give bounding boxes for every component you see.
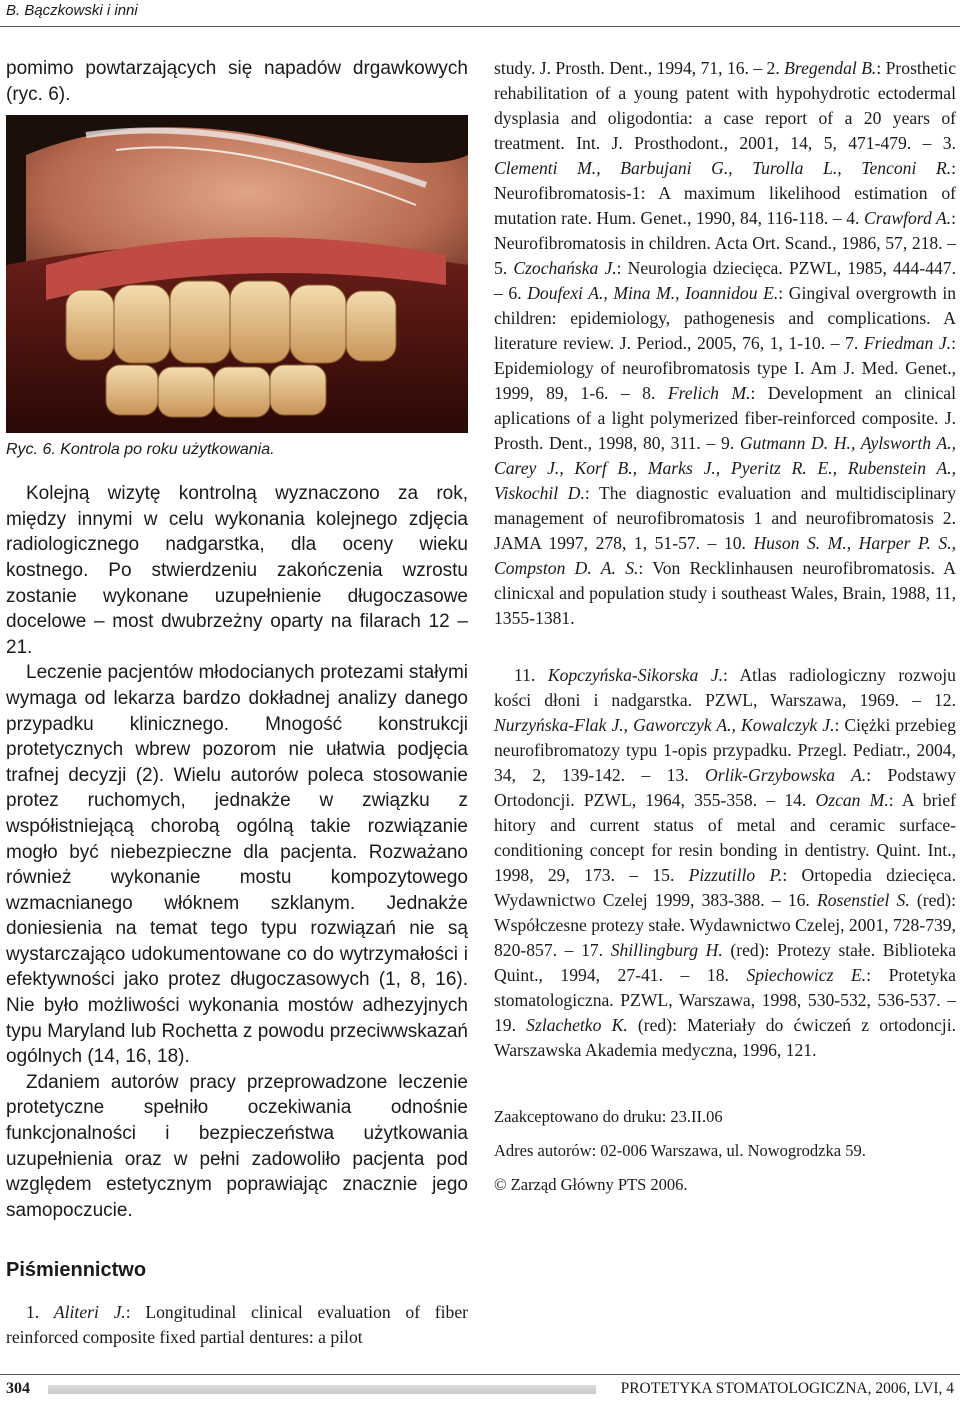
refs-run-9: Doufexi A., Mina M., Ioannidou E. xyxy=(527,283,779,303)
references-11-19 xyxy=(494,663,956,1063)
refs-run-1: Bregendal B. xyxy=(784,58,877,78)
left-column xyxy=(6,56,468,1350)
refs2-run-18: (red): Materiały do ćwiczeń z ortodoncji. Warszawska Akademia medyczna, 1996, 121. xyxy=(494,1015,956,1060)
refs2-run-11: Rosenstiel S. xyxy=(817,890,910,910)
intro-paragraph: pomimo powtarzających się napadów drgawkowych (ryc. 6). xyxy=(6,58,468,105)
refs-run-13: Frelich M. xyxy=(667,383,751,403)
footer-decorative-bar xyxy=(48,1385,596,1394)
refs-run-4: : Neurofibromatosis-1: A maximum likelihood estimation of mutation rate. Hum. Genet., 1990, 84, 116-118. – 4. xyxy=(494,158,956,228)
refs-run-18: : Von Recklinhausen neurofibromatosis. A clinicxal and population study i southeast Wales, Brain, 1988, 11, 1355-1381. xyxy=(494,558,956,628)
reference-1-text: : Longitudinal clinical evaluation of fiber reinforced composite fixed partial dentures: a pilot xyxy=(6,1302,468,1348)
refs2-run-15: Spiechowicz E. xyxy=(746,965,867,985)
reference-1-author: Aliteri J. xyxy=(53,1302,126,1323)
author-address: Adres autorów: 02-006 Warszawa, ul. Nowogrodzka 59. xyxy=(494,1141,866,1160)
refs2-run-7: Ozcan M. xyxy=(815,790,889,810)
refs-run-12: : Epidemiology of neurofibromatosis type I. Am J. Med. Genet., 1999, 89, 1-6. – 8. xyxy=(494,333,956,403)
reference-1 xyxy=(6,1300,468,1350)
refs2-run-2: : Atlas radiologiczny rozwoju kości dłoni i nadgarstka. PZWL, Warszawa, 1969. – 12. xyxy=(494,665,956,710)
refs-run-0: study. J. Prosth. Dent., 1994, 71, 16. – 2. xyxy=(494,58,785,78)
refs-run-10: : Gingival overgrowth in children: epidemiology, pathogenesis and complications. A literature review. J. Period., 2005, 76, 1, 1-10. – 7. xyxy=(494,283,957,353)
reference-1-number: 1. xyxy=(26,1302,40,1323)
refs2-run-8: : A brief hitory and current status of metal and ceramic surface-conditioning concept for resin bonding in dentistry. Quint. Int., 1998, 29, 173. – 15. xyxy=(494,790,956,885)
accepted-date: Zaakceptowano do druku: 23.II.06 xyxy=(494,1107,723,1126)
refs-run-16: : The diagnostic evaluation and multidisciplinary management of neurofibromatosis 1 and neurofibromatosis 2. JAMA 1997, 278, 1, 51-57. – 10. xyxy=(494,483,957,553)
right-column xyxy=(494,56,956,1209)
references-heading: Piśmiennictwo xyxy=(6,1259,147,1282)
refs-run-11: Friedman J. xyxy=(863,333,952,353)
refs-run-7: Czochańska J. xyxy=(513,258,617,278)
refs-run-2: : Prosthetic rehabilitation of a young patent with hypohydrotic ectodermal dysplasia and oligodontia: a case report of a 20 years of treatment. Int. J. Prosthodont., 2001, 14, 5, 471-479. – 3. xyxy=(494,58,956,153)
refs-run-15: Gutmann D. H., Aylsworth A., Carey J., Korf B., Marks J., Pyeritz R. E., Rubenstein A., Viskochil D. xyxy=(494,433,956,503)
refs2-run-3: Nurzyńska-Flak J., Gaworczyk A., Kowalczyk J. xyxy=(494,715,835,735)
journal-citation: PROTETYKA STOMATOLOGICZNA, 2006, LVI, 4 xyxy=(620,1380,954,1397)
paragraph-conclusion: Zdaniem autorów pracy przeprowadzone leczenie protetyczne spełniło oczekiwania odnośnie funkcjonalności i bezpieczeństwa użytkowania uzupełnienia oraz w pełni zadowoliło pacjenta pod względem estetycznym poprawiając znacznie jego samopoczucie. xyxy=(6,1071,468,1221)
refs-run-17: Huson S. M., Harper P. S., Compston D. A. S. xyxy=(494,533,956,578)
figure-caption: Ryc. 6. Kontrola po roku użytkowania. xyxy=(6,441,275,459)
dental-photo xyxy=(6,115,468,433)
refs-run-5: Crawford A. xyxy=(863,208,952,228)
refs2-run-10: : Ortopedia dziecięca. Wydawnictwo Czelej 1999, 383-388. – 16. xyxy=(494,865,956,910)
references-continued xyxy=(494,56,956,631)
refs2-run-16: : Protetyka stomatologiczna. PZWL, Warszawa, 1998, 530-532, 536-537. – 19. xyxy=(494,965,956,1035)
page-number: 304 xyxy=(6,1380,30,1397)
refs2-run-0: 11. xyxy=(514,665,548,685)
refs-run-3: Clementi M., Barbujani G., Turolla L., Tenconi R. xyxy=(494,158,952,178)
footer-divider xyxy=(0,1374,960,1375)
copyright-notice: © Zarząd Główny PTS 2006. xyxy=(494,1175,688,1194)
paragraph-followup-visit: Kolejną wizytę kontrolną wyznaczono za rok, między innymi w celu wykonania kolejnego zdjęcia radiologicznego nadgarstka, dla oceny wieku kostnego. Po stwierdzeniu zakończenia wzrostu zostanie wykonane uzupełnienie długoczasowe docelowe – most dwubrzeżny oparty na filarach 12 – 21. xyxy=(6,483,468,658)
refs2-run-5: Orlik-Grzybowska A. xyxy=(705,765,867,785)
running-header-authors: B. Bączkowski i inni xyxy=(6,2,138,19)
refs2-run-13: Shillingburg H. xyxy=(610,940,723,960)
header-divider xyxy=(0,26,960,27)
refs-run-14: : Development an clinical aplications of a light polymerized fiber-reinforced composite. J. Prosth. Dent., 1998, 80, 311. – 9. xyxy=(494,383,956,453)
refs-run-6: : Neurofibromatosis in children. Acta Ort. Scand., 1986, 57, 218. – 5. xyxy=(494,208,957,278)
refs2-run-14: (red): Protezy stałe. Biblioteka Quint., 1994, 27-41. – 18. xyxy=(494,940,957,985)
refs2-run-4: : Ciężki przebieg neurofibromatozy typu 1-opis przypadku. Przegl. Pediatr., 2004, 34, 2, 139-142. – 13. xyxy=(494,715,956,785)
paragraph-treatment-discussion: Leczenie pacjentów młodocianych protezami stałymi wymaga od lekarza bardzo dokładnej analizy danego przypadku klinicznego. Mnogość konstrukcji protetycznych wbrew pozorom nie ułatwia podjęcia trafnej decyzji (2). Wielu autorów poleca stosowanie protez ruchomych, jednakże w związku z współistniejącą chorobą ogólną takie rozwiązanie mogło być niebezpieczne dla pacjenta. Rozważano również wykonanie mostu kompozytowego wzmacnianego włóknem szklanym. Jednakże doniesienia na temat tego typu rozwiązań nie są wystarczająco udokumentowane co do wytrzymałości i efektywności jako protez długoczasowych (1, 8, 16). Nie było możliwości wykonania mostów adhezyjnych typu Maryland lub Rochetta z powodu przeciwwskazań ogólnych (14, 16, 18). xyxy=(6,662,468,1068)
refs2-run-12: (red): Współczesne protezy stałe. Wydawnictwo Czelej, 2001, 728-739, 820-857. – 17. xyxy=(494,890,956,960)
refs-run-8: : Neurologia dziecięca. PZWL, 1985, 444-447. – 6. xyxy=(494,258,957,303)
refs2-run-9: Pizzutillo P. xyxy=(688,865,783,885)
refs2-run-6: : Podstawy Ortodoncji. PZWL, 1964, 355-358. – 14. xyxy=(494,765,956,810)
refs2-run-17: Szlachetko K. xyxy=(526,1015,628,1035)
refs2-run-1: Kopczyńska-Sikorska J. xyxy=(547,665,724,685)
